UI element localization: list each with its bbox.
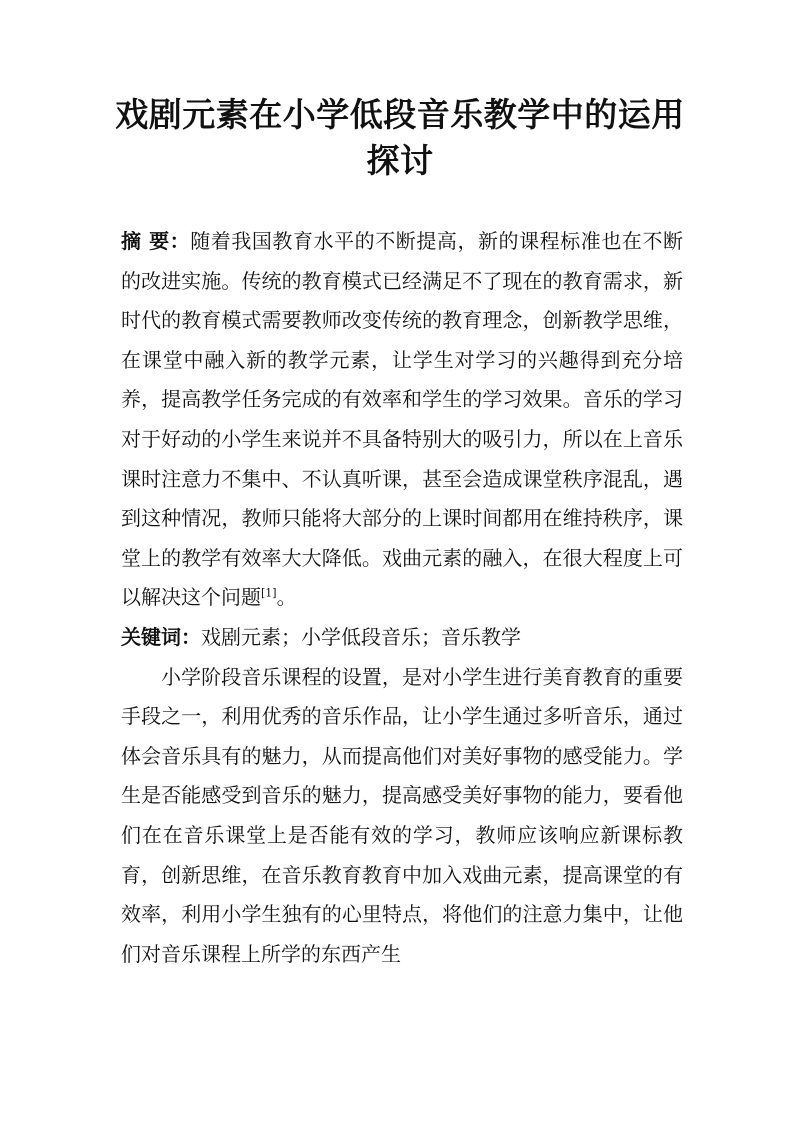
keywords-label: 关键词：	[121, 624, 201, 649]
keywords-paragraph	[121, 618, 683, 658]
abstract-label: 摘 要：	[121, 229, 191, 253]
abstract-end: 。	[276, 585, 297, 610]
citation-marker: [1]	[261, 586, 277, 600]
paper-title	[100, 92, 700, 184]
title-line-1: 戏剧元素在小学低段音乐教学中的运用	[115, 95, 685, 134]
keywords-text: 戏剧元素；小学低段音乐；音乐教学	[201, 624, 521, 649]
abstract-paragraph	[121, 222, 683, 618]
title-line-2: 探讨	[366, 141, 434, 180]
body-paragraph-1: 小学阶段音乐课程的设置，是对小学生进行美育教育的重要手段之一，利用优秀的音乐作品，让小学生通过多听音乐，通过体会音乐具有的魅力，从而提高他们对美好事物的感受能力。学生是否能感受到音乐的魅力，提高感受美好事物的能力，要看他们在在音乐课堂上是否能有效的学习，教师应该响应新课标教育，创新思维，在音乐教育教育中加入戏曲元素，提高课堂的有效率，利用小学生独有的心里特点，将他们的注意力集中，让他们对音乐课程上所学的东西产生	[121, 664, 683, 966]
paper-body	[121, 222, 683, 974]
abstract-text: 随着我国教育水平的不断提高，新的课程标准也在不断的改进实施。传统的教育模式已经满足不了现在的教育需求，新时代的教育模式需要教师改变传统的教育理念，创新教学思维，在课堂中融入新的教学元素，让学生对学习的兴趣得到充分培养，提高教学任务完成的有效率和学生的学习效果。音乐的学习对于好动的小学生来说并不具备特别大的吸引力，所以在上音乐课时注意力不集中、不认真听课，甚至会造成课堂秩序混乱，遇到这种情况，教师只能将大部分的上课时间都用在维持秩序，课堂上的教学有效率大大降低。戏曲元素的融入，在很大程度上可以解决这个问题	[121, 229, 684, 610]
